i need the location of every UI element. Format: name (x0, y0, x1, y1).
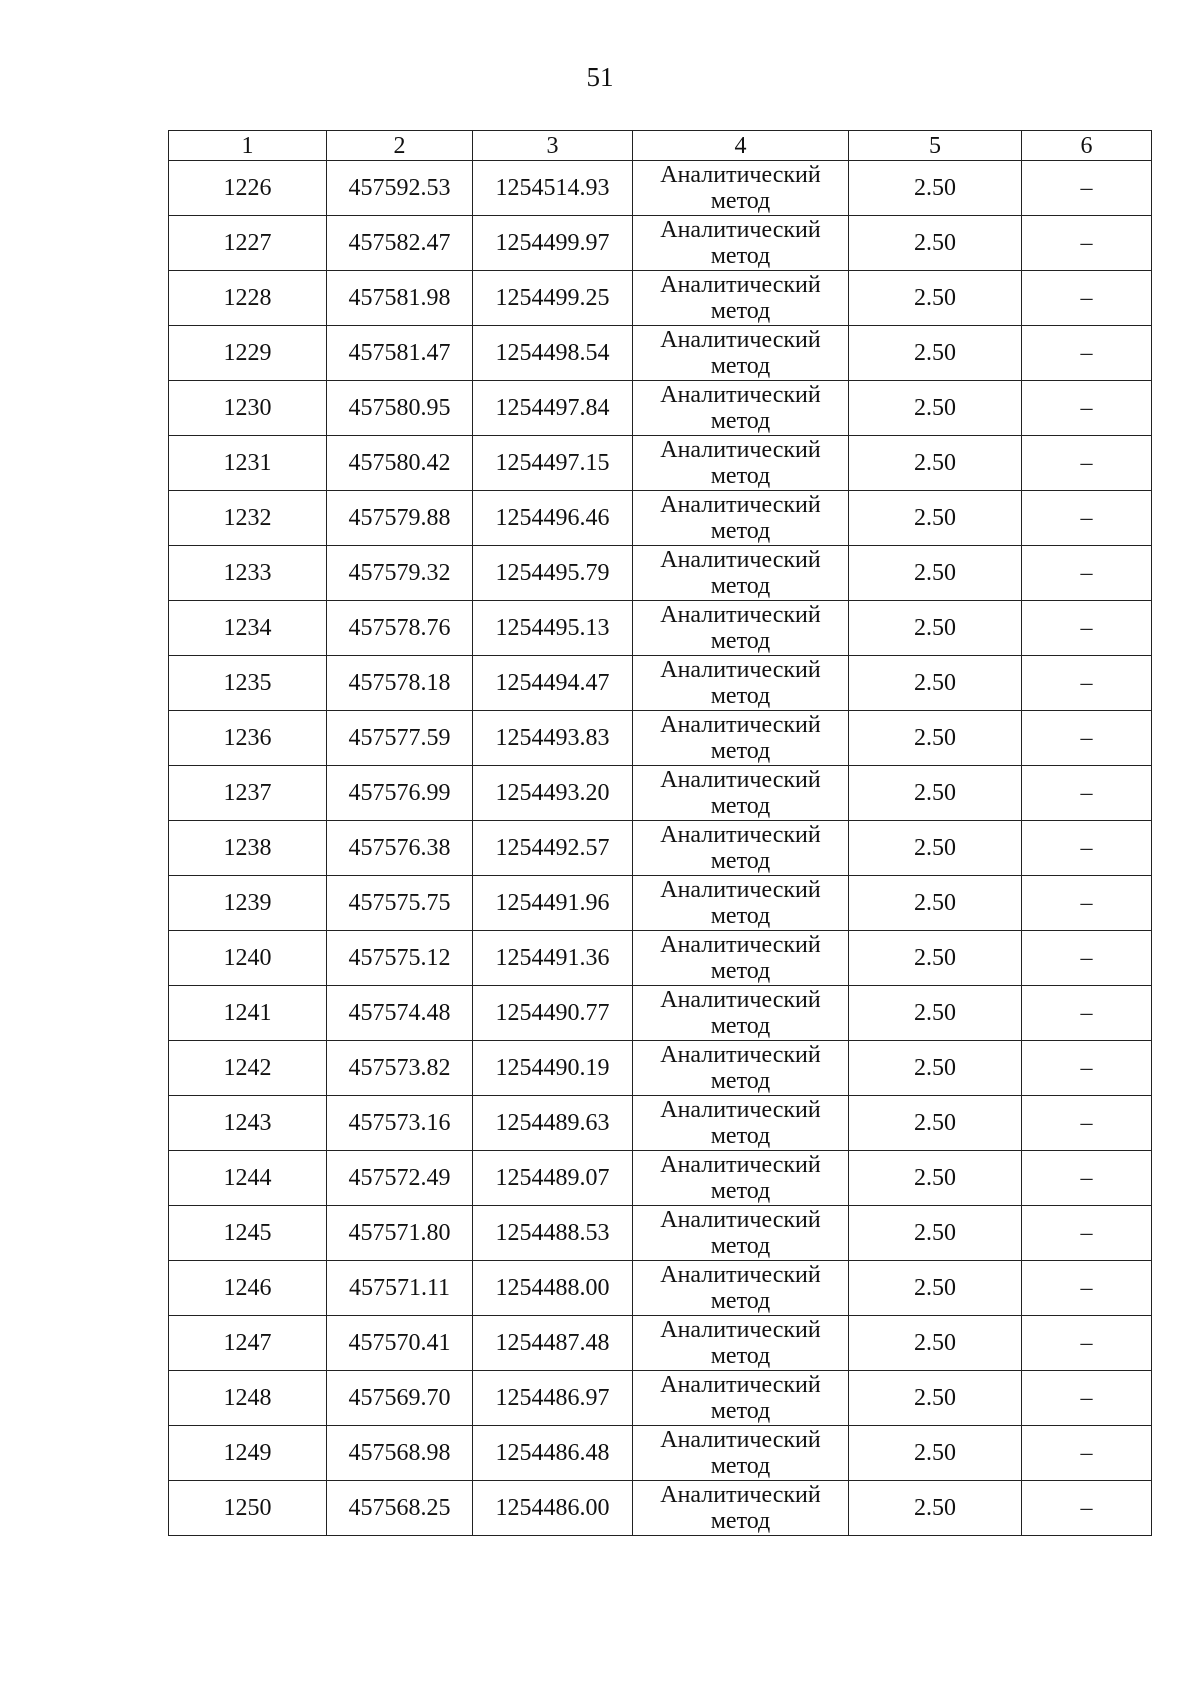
table-row (169, 216, 1152, 271)
method-cell (633, 381, 849, 436)
accuracy-cell: 2.50 (849, 491, 1022, 546)
column-header-1: 1 (169, 131, 327, 161)
point-number-cell: 1249 (169, 1426, 327, 1481)
x-coordinate-cell: 457573.82 (327, 1041, 473, 1096)
method-cell (633, 821, 849, 876)
x-coordinate-cell: 457568.25 (327, 1481, 473, 1536)
y-coordinate-cell: 1254486.00 (473, 1481, 633, 1536)
y-coordinate-cell: 1254489.63 (473, 1096, 633, 1151)
point-number-cell: 1246 (169, 1261, 327, 1316)
note-cell: – (1022, 1041, 1152, 1096)
accuracy-cell: 2.50 (849, 986, 1022, 1041)
x-coordinate-cell: 457570.41 (327, 1316, 473, 1371)
y-coordinate-cell: 1254488.00 (473, 1261, 633, 1316)
accuracy-cell: 2.50 (849, 381, 1022, 436)
table-row (169, 1481, 1152, 1536)
x-coordinate-cell: 457573.16 (327, 1096, 473, 1151)
method-line-2: метод (710, 848, 771, 874)
method-line-2: метод (710, 1288, 771, 1314)
note-cell: – (1022, 546, 1152, 601)
method-cell (633, 1041, 849, 1096)
method-line-1: Аналитический (660, 657, 821, 683)
accuracy-cell: 2.50 (849, 656, 1022, 711)
table-row (169, 546, 1152, 601)
point-number-cell: 1229 (169, 326, 327, 381)
table-row (169, 1206, 1152, 1261)
accuracy-cell: 2.50 (849, 1261, 1022, 1316)
method-line-2: метод (710, 1068, 771, 1094)
method-line-1: Аналитический (660, 712, 821, 738)
point-number-cell: 1228 (169, 271, 327, 326)
note-cell: – (1022, 436, 1152, 491)
note-cell: – (1022, 656, 1152, 711)
y-coordinate-cell: 1254497.84 (473, 381, 633, 436)
column-header-5: 5 (849, 131, 1022, 161)
note-cell: – (1022, 711, 1152, 766)
method-line-2: метод (710, 298, 771, 324)
point-number-cell: 1236 (169, 711, 327, 766)
method-cell (633, 931, 849, 986)
point-number-cell: 1248 (169, 1371, 327, 1426)
x-coordinate-cell: 457578.76 (327, 601, 473, 656)
y-coordinate-cell: 1254514.93 (473, 161, 633, 216)
x-coordinate-cell: 457576.99 (327, 766, 473, 821)
method-line-2: метод (710, 1453, 771, 1479)
method-line-2: метод (710, 1178, 771, 1204)
method-line-2: метод (710, 1398, 771, 1424)
accuracy-cell: 2.50 (849, 271, 1022, 326)
x-coordinate-cell: 457569.70 (327, 1371, 473, 1426)
column-header-2: 2 (327, 131, 473, 161)
point-number-cell: 1233 (169, 546, 327, 601)
x-coordinate-cell: 457580.95 (327, 381, 473, 436)
accuracy-cell: 2.50 (849, 1481, 1022, 1536)
point-number-cell: 1226 (169, 161, 327, 216)
method-line-2: метод (710, 903, 771, 929)
y-coordinate-cell: 1254496.46 (473, 491, 633, 546)
method-line-2: метод (710, 573, 771, 599)
method-line-2: метод (710, 738, 771, 764)
note-cell: – (1022, 1096, 1152, 1151)
point-number-cell: 1240 (169, 931, 327, 986)
table-row (169, 876, 1152, 931)
table-row (169, 821, 1152, 876)
x-coordinate-cell: 457568.98 (327, 1426, 473, 1481)
accuracy-cell: 2.50 (849, 1096, 1022, 1151)
accuracy-cell: 2.50 (849, 216, 1022, 271)
accuracy-cell: 2.50 (849, 1206, 1022, 1261)
x-coordinate-cell: 457571.80 (327, 1206, 473, 1261)
method-line-2: метод (710, 1123, 771, 1149)
method-line-2: метод (710, 463, 771, 489)
method-line-1: Аналитический (660, 1372, 821, 1398)
method-line-1: Аналитический (660, 492, 821, 518)
y-coordinate-cell: 1254495.79 (473, 546, 633, 601)
method-cell (633, 326, 849, 381)
table-row (169, 1041, 1152, 1096)
method-cell (633, 271, 849, 326)
method-line-2: метод (710, 188, 771, 214)
table-row (169, 1096, 1152, 1151)
y-coordinate-cell: 1254490.77 (473, 986, 633, 1041)
accuracy-cell: 2.50 (849, 1041, 1022, 1096)
note-cell: – (1022, 766, 1152, 821)
y-coordinate-cell: 1254495.13 (473, 601, 633, 656)
y-coordinate-cell: 1254497.15 (473, 436, 633, 491)
accuracy-cell: 2.50 (849, 1426, 1022, 1481)
method-cell (633, 491, 849, 546)
note-cell: – (1022, 1316, 1152, 1371)
method-cell (633, 876, 849, 931)
x-coordinate-cell: 457574.48 (327, 986, 473, 1041)
note-cell: – (1022, 271, 1152, 326)
y-coordinate-cell: 1254491.96 (473, 876, 633, 931)
x-coordinate-cell: 457580.42 (327, 436, 473, 491)
method-line-1: Аналитический (660, 327, 821, 353)
table-header (169, 131, 1152, 161)
point-number-cell: 1239 (169, 876, 327, 931)
point-number-cell: 1237 (169, 766, 327, 821)
table-row (169, 1151, 1152, 1206)
column-header-4: 4 (633, 131, 849, 161)
method-line-1: Аналитический (660, 877, 821, 903)
y-coordinate-cell: 1254499.97 (473, 216, 633, 271)
method-cell (633, 1206, 849, 1261)
method-line-1: Аналитический (660, 1427, 821, 1453)
accuracy-cell: 2.50 (849, 1316, 1022, 1371)
table-row (169, 986, 1152, 1041)
point-number-cell: 1244 (169, 1151, 327, 1206)
x-coordinate-cell: 457575.75 (327, 876, 473, 931)
table-row (169, 1426, 1152, 1481)
table-row (169, 1316, 1152, 1371)
note-cell: – (1022, 821, 1152, 876)
method-line-1: Аналитический (660, 822, 821, 848)
point-number-cell: 1232 (169, 491, 327, 546)
method-cell (633, 436, 849, 491)
accuracy-cell: 2.50 (849, 601, 1022, 656)
table-row (169, 656, 1152, 711)
y-coordinate-cell: 1254498.54 (473, 326, 633, 381)
method-line-1: Аналитический (660, 602, 821, 628)
x-coordinate-cell: 457592.53 (327, 161, 473, 216)
table-row (169, 271, 1152, 326)
method-cell (633, 546, 849, 601)
y-coordinate-cell: 1254489.07 (473, 1151, 633, 1206)
y-coordinate-cell: 1254488.53 (473, 1206, 633, 1261)
note-cell: – (1022, 161, 1152, 216)
method-line-1: Аналитический (660, 932, 821, 958)
method-line-2: метод (710, 628, 771, 654)
note-cell: – (1022, 601, 1152, 656)
method-line-1: Аналитический (660, 272, 821, 298)
method-cell (633, 1151, 849, 1206)
accuracy-cell: 2.50 (849, 326, 1022, 381)
accuracy-cell: 2.50 (849, 766, 1022, 821)
method-line-1: Аналитический (660, 1097, 821, 1123)
y-coordinate-cell: 1254486.97 (473, 1371, 633, 1426)
accuracy-cell: 2.50 (849, 1151, 1022, 1206)
note-cell: – (1022, 1481, 1152, 1536)
note-cell: – (1022, 876, 1152, 931)
method-line-1: Аналитический (660, 437, 821, 463)
point-number-cell: 1238 (169, 821, 327, 876)
table-row (169, 491, 1152, 546)
table-row (169, 931, 1152, 986)
note-cell: – (1022, 491, 1152, 546)
y-coordinate-cell: 1254490.19 (473, 1041, 633, 1096)
method-cell (633, 986, 849, 1041)
note-cell: – (1022, 1371, 1152, 1426)
table-row (169, 766, 1152, 821)
accuracy-cell: 2.50 (849, 436, 1022, 491)
note-cell: – (1022, 216, 1152, 271)
method-cell (633, 1481, 849, 1536)
table-row (169, 601, 1152, 656)
x-coordinate-cell: 457575.12 (327, 931, 473, 986)
point-number-cell: 1234 (169, 601, 327, 656)
accuracy-cell: 2.50 (849, 711, 1022, 766)
x-coordinate-cell: 457576.38 (327, 821, 473, 876)
point-number-cell: 1241 (169, 986, 327, 1041)
note-cell: – (1022, 381, 1152, 436)
method-cell (633, 1096, 849, 1151)
header-row (169, 131, 1152, 161)
note-cell: – (1022, 326, 1152, 381)
method-line-1: Аналитический (660, 547, 821, 573)
y-coordinate-cell: 1254493.20 (473, 766, 633, 821)
method-cell (633, 656, 849, 711)
method-line-1: Аналитический (660, 987, 821, 1013)
point-number-cell: 1247 (169, 1316, 327, 1371)
point-number-cell: 1227 (169, 216, 327, 271)
method-line-1: Аналитический (660, 217, 821, 243)
method-line-1: Аналитический (660, 1262, 821, 1288)
x-coordinate-cell: 457581.98 (327, 271, 473, 326)
x-coordinate-cell: 457571.11 (327, 1261, 473, 1316)
accuracy-cell: 2.50 (849, 821, 1022, 876)
note-cell: – (1022, 1206, 1152, 1261)
accuracy-cell: 2.50 (849, 161, 1022, 216)
method-line-2: метод (710, 1013, 771, 1039)
x-coordinate-cell: 457577.59 (327, 711, 473, 766)
note-cell: – (1022, 1426, 1152, 1481)
page-number: 51 (586, 62, 614, 92)
point-number-cell: 1243 (169, 1096, 327, 1151)
method-cell (633, 601, 849, 656)
y-coordinate-cell: 1254494.47 (473, 656, 633, 711)
accuracy-cell: 2.50 (849, 546, 1022, 601)
note-cell: – (1022, 931, 1152, 986)
point-number-cell: 1250 (169, 1481, 327, 1536)
table-row (169, 1261, 1152, 1316)
method-line-2: метод (710, 518, 771, 544)
note-cell: – (1022, 1261, 1152, 1316)
method-line-1: Аналитический (660, 1482, 821, 1508)
method-cell (633, 1426, 849, 1481)
y-coordinate-cell: 1254492.57 (473, 821, 633, 876)
accuracy-cell: 2.50 (849, 931, 1022, 986)
accuracy-cell: 2.50 (849, 1371, 1022, 1426)
method-line-1: Аналитический (660, 767, 821, 793)
method-cell (633, 766, 849, 821)
method-cell (633, 1261, 849, 1316)
coordinates-table (168, 130, 1152, 1536)
method-line-1: Аналитический (660, 162, 821, 188)
method-line-2: метод (710, 1508, 771, 1534)
point-number-cell: 1230 (169, 381, 327, 436)
x-coordinate-cell: 457581.47 (327, 326, 473, 381)
method-line-1: Аналитический (660, 1042, 821, 1068)
note-cell: – (1022, 986, 1152, 1041)
table-row (169, 436, 1152, 491)
x-coordinate-cell: 457572.49 (327, 1151, 473, 1206)
point-number-cell: 1245 (169, 1206, 327, 1261)
method-line-2: метод (710, 683, 771, 709)
point-number-cell: 1242 (169, 1041, 327, 1096)
point-number-cell: 1231 (169, 436, 327, 491)
table-row (169, 1371, 1152, 1426)
x-coordinate-cell: 457579.32 (327, 546, 473, 601)
note-cell: – (1022, 1151, 1152, 1206)
method-cell (633, 161, 849, 216)
method-line-2: метод (710, 1343, 771, 1369)
x-coordinate-cell: 457582.47 (327, 216, 473, 271)
table-row (169, 161, 1152, 216)
method-line-2: метод (710, 958, 771, 984)
method-cell (633, 1371, 849, 1426)
y-coordinate-cell: 1254486.48 (473, 1426, 633, 1481)
table-row (169, 326, 1152, 381)
point-number-cell: 1235 (169, 656, 327, 711)
y-coordinate-cell: 1254491.36 (473, 931, 633, 986)
y-coordinate-cell: 1254493.83 (473, 711, 633, 766)
column-header-3: 3 (473, 131, 633, 161)
method-cell (633, 1316, 849, 1371)
method-line-2: метод (710, 243, 771, 269)
x-coordinate-cell: 457579.88 (327, 491, 473, 546)
y-coordinate-cell: 1254499.25 (473, 271, 633, 326)
table-body (169, 161, 1152, 1536)
accuracy-cell: 2.50 (849, 876, 1022, 931)
method-line-2: метод (710, 793, 771, 819)
method-line-1: Аналитический (660, 382, 821, 408)
method-line-2: метод (710, 353, 771, 379)
method-line-1: Аналитический (660, 1317, 821, 1343)
x-coordinate-cell: 457578.18 (327, 656, 473, 711)
y-coordinate-cell: 1254487.48 (473, 1316, 633, 1371)
method-cell (633, 216, 849, 271)
method-line-2: метод (710, 408, 771, 434)
column-header-6: 6 (1022, 131, 1152, 161)
method-cell (633, 711, 849, 766)
method-line-1: Аналитический (660, 1152, 821, 1178)
table-row (169, 381, 1152, 436)
method-line-1: Аналитический (660, 1207, 821, 1233)
method-line-2: метод (710, 1233, 771, 1259)
table-row (169, 711, 1152, 766)
